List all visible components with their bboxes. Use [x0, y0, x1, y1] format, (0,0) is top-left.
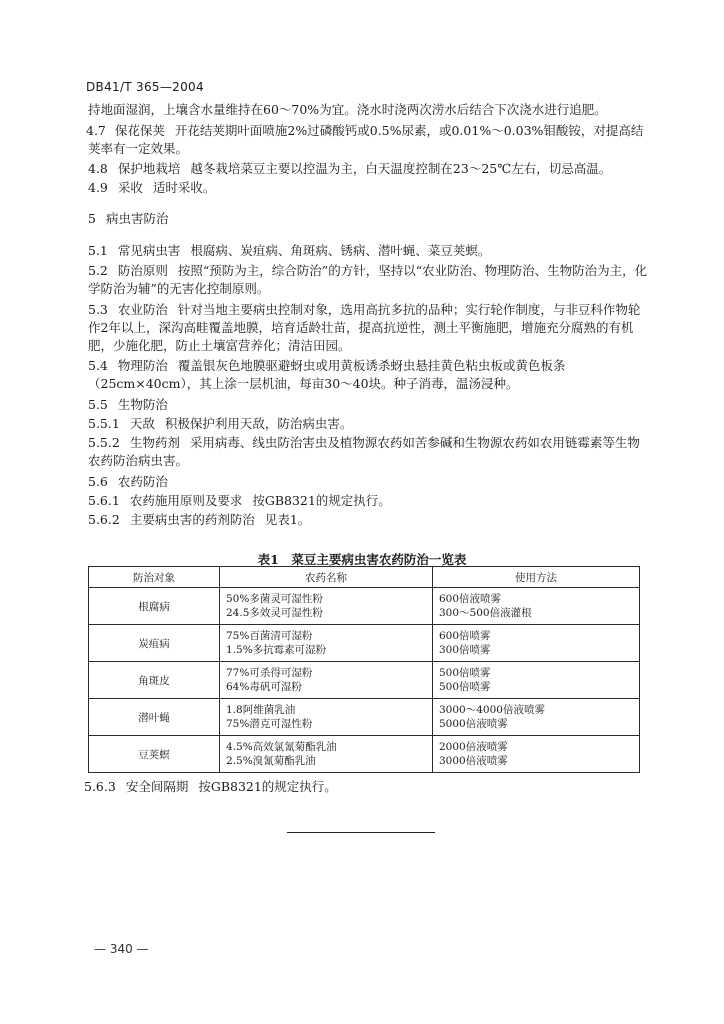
clause-number: 5.6.1: [88, 493, 120, 508]
table-row: [89, 662, 640, 699]
clause-5-3: [88, 301, 648, 355]
clause-5-2: [88, 262, 648, 298]
clause-number: 5.4: [88, 358, 108, 373]
clause-number: 4.9: [88, 180, 108, 195]
clause-number: 5.5: [88, 397, 108, 412]
paragraph-text: 持地面湿润，上壤含水量维持在60～70%为宜。浇水时浇两次涝水后结合下次浇水进行追肥。: [88, 102, 607, 117]
table-row: [89, 588, 640, 625]
pesticide-table: [88, 566, 640, 773]
pesticide-cell: [220, 699, 433, 736]
clause-title: 农药防治: [117, 474, 168, 489]
document-header: DB41/T 365—2004: [86, 80, 204, 94]
table-row: [89, 736, 640, 773]
paragraph-continuation: [88, 101, 648, 119]
target-cell: 根腐病: [89, 588, 220, 625]
clause-title: 保护地栽培: [117, 161, 181, 176]
method-line: 500倍喷雾: [439, 681, 491, 693]
clause-title: 采收: [117, 180, 143, 195]
method-line: 5000倍液喷雾: [439, 718, 508, 730]
clause-number: 5.6.3: [84, 779, 116, 794]
clause-text: 采用病毒、线虫防治害虫及植物源农药如苦参碱和生物源农药如农用链霉素等生物农药防治病虫害。: [88, 435, 640, 468]
pesticide-line: 75%潜克可湿性粉: [226, 718, 313, 730]
method-cell: [433, 736, 640, 773]
clause-text: 针对当地主要病虫控制对象，选用高抗多抗的品种；实行轮作制度，与非豆科作物轮作2年以上，深沟高畦覆盖地膜，培育适龄壮苗，提高抗逆性，测土平衡施肥，增施充分腐熟的有机肥，少施化肥，防止土壤富营养化；清洁田园。: [88, 302, 641, 353]
clause-number: 5.5.2: [88, 435, 120, 450]
clause-5-6: [88, 473, 648, 491]
method-line: 2000倍液喷雾: [439, 741, 508, 753]
method-line: 300～500倍液灌根: [439, 607, 532, 619]
clause-title: 天敌: [129, 416, 155, 431]
clause-text: 适时采收。: [152, 180, 216, 195]
pesticide-cell: [220, 736, 433, 773]
clause-text: 积极保护利用天敌，防治病虫害。: [164, 416, 353, 431]
clause-title: 主要病虫害的药剂防治: [129, 512, 255, 527]
section-number: 5: [88, 211, 96, 226]
method-line: 3000倍液喷雾: [439, 755, 508, 767]
clause-text: 按照“预防为主，综合防治”的方针，坚持以“农业防治、物理防治、生物防治为主，化学防治为辅”的无害化控制原则。: [88, 263, 648, 296]
pesticide-line: 1.8阿维菌乳油: [226, 704, 296, 716]
clause-text: 按GB8321的规定执行。: [252, 493, 391, 508]
clause-title: 农药施用原则及要求: [129, 493, 243, 508]
table-row: [89, 699, 640, 736]
method-cell: [433, 699, 640, 736]
pesticide-cell: [220, 662, 433, 699]
pesticide-line: 1.5%多抗霉素可湿粉: [226, 644, 327, 656]
column-header-pesticide: 农药名称: [220, 567, 433, 588]
clause-text: 按GB8321的规定执行。: [198, 779, 337, 794]
clause-text: 覆盖银灰色地膜驱避蚜虫或用黄板诱杀蚜虫悬挂黄色粘虫板或黄色板条（25cm×40cm），其上涂一层机油，每亩30～40块。种子消毒，温汤浸种。: [88, 358, 566, 391]
pesticide-line: 50%多菌灵可湿性粉: [226, 593, 323, 605]
pesticide-line: 75%百菌清可湿粉: [226, 630, 313, 642]
end-rule: [287, 832, 435, 833]
method-line: 500倍喷雾: [439, 667, 491, 679]
clause-number: 5.2: [88, 263, 108, 278]
clause-title: 保花保荚: [114, 123, 165, 138]
pesticide-cell: [220, 625, 433, 662]
target-cell: 炭疽病: [89, 625, 220, 662]
method-cell: [433, 625, 640, 662]
clause-5-6-1: [88, 492, 648, 510]
clause-number: 4.7: [86, 123, 106, 138]
clause-4-7: [88, 122, 648, 158]
clause-text: 根腐病、炭疽病、角斑病、锈病、潜叶蝇、菜豆荚螟。: [190, 243, 491, 258]
clause-number: 5.5.1: [88, 416, 120, 431]
clause-5-6-2: [88, 511, 648, 529]
pesticide-line: 77%可杀得可湿粉: [226, 667, 313, 679]
method-line: 300倍喷雾: [439, 644, 491, 656]
column-header-method: 使用方法: [433, 567, 640, 588]
table-header-row: [89, 567, 640, 588]
table-caption: 表1 菜豆主要病虫害农药防治一览表: [257, 552, 467, 567]
clause-5-5-2: [88, 434, 648, 470]
clause-text: 越冬栽培菜豆主要以控温为主，白天温度控制在23～25℃左右，切忌高温。: [190, 161, 612, 176]
pesticide-line: 24.5多效灵可湿性粉: [226, 607, 323, 619]
method-line: 600倍液喷雾: [439, 593, 502, 605]
clause-title: 物理防治: [117, 358, 168, 373]
clause-title: 安全间隔期: [125, 779, 189, 794]
clause-number: 4.8: [88, 161, 108, 176]
pesticide-cell: [220, 588, 433, 625]
target-cell: 潜叶蝇: [89, 699, 220, 736]
table-row: [89, 625, 640, 662]
method-cell: [433, 662, 640, 699]
pesticide-line: 2.5%溴氰菊酯乳油: [226, 755, 316, 767]
clause-title: 常见病虫害: [117, 243, 181, 258]
clause-number: 5.6.2: [88, 512, 120, 527]
clause-4-8: [88, 160, 648, 178]
clause-5-5-1: [88, 415, 648, 433]
pesticide-line: 64%毒矾可湿粉: [226, 681, 302, 693]
clause-5-5: [88, 396, 648, 414]
method-line: 3000～4000倍液喷雾: [439, 704, 545, 716]
method-line: 600倍喷雾: [439, 630, 491, 642]
clause-text: 见表1。: [264, 512, 311, 527]
clause-text: 开花结荚期叶面喷施2%过磷酸钙或0.5%尿素，或0.01%～0.03%钼酸铵，对提高结荚率有一定效果。: [88, 123, 644, 156]
clause-title: 生物药剂: [129, 435, 180, 450]
clause-title: 生物防治: [117, 397, 168, 412]
clause-number: 5.3: [88, 302, 108, 317]
target-cell: 角斑皮: [89, 662, 220, 699]
clause-5-1: [88, 242, 648, 260]
clause-number: 5.1: [88, 243, 108, 258]
clause-number: 5.6: [88, 474, 108, 489]
target-cell: 豆荚螟: [89, 736, 220, 773]
section-5-heading: [88, 210, 648, 228]
clause-4-9: [88, 179, 648, 197]
column-header-target: 防治对象: [89, 567, 220, 588]
page-number: — 340 —: [94, 942, 149, 956]
section-title: 病虫害防治: [105, 211, 169, 226]
clause-5-6-3: [84, 778, 644, 796]
clause-title: 农业防治: [117, 302, 168, 317]
clause-title: 防治原则: [117, 263, 168, 278]
pesticide-line: 4.5%高效氯氰菊酯乳油: [226, 741, 337, 753]
method-cell: [433, 588, 640, 625]
clause-5-4: [88, 357, 648, 393]
